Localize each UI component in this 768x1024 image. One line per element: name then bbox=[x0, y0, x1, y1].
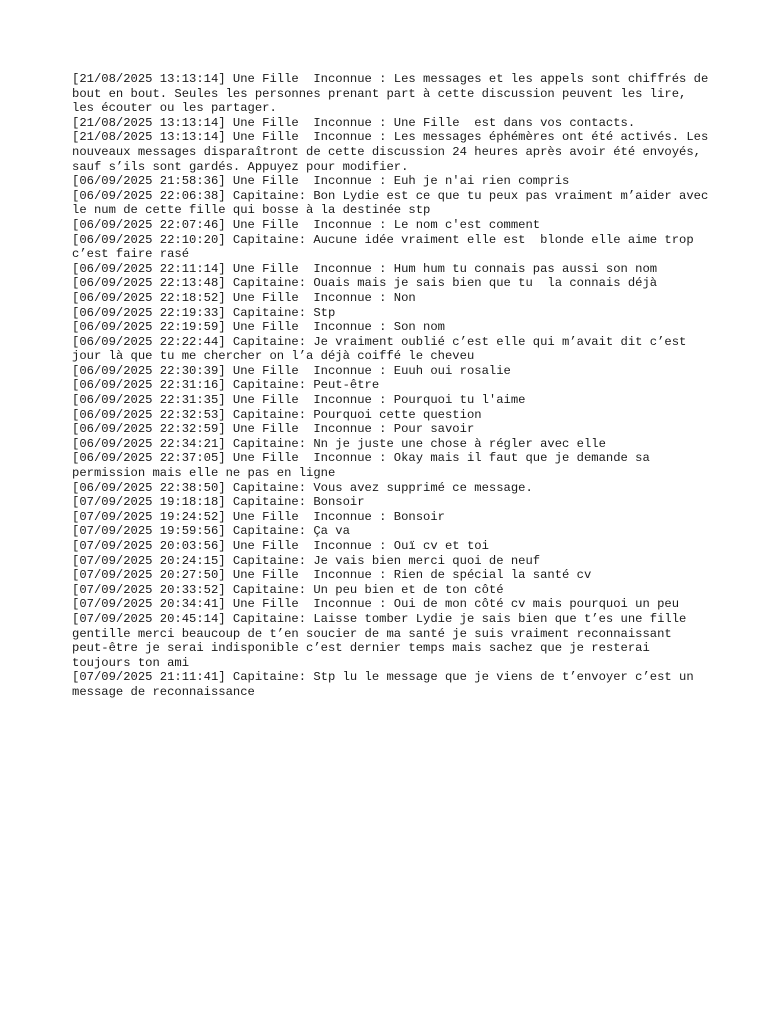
log-line: [06/09/2025 22:34:21] Capitaine: Nn je juste une chose à régler avec elle bbox=[72, 436, 606, 451]
log-line: [06/09/2025 22:32:53] Capitaine: Pourquoi cette question bbox=[72, 407, 482, 422]
chat-export-page bbox=[72, 72, 716, 700]
log-line: [06/09/2025 22:13:48] Capitaine: Ouais mais je sais bien que tu la connais déjà bbox=[72, 276, 658, 291]
log-line: [06/09/2025 22:11:14] Une Fille Inconnue : Hum hum tu connais pas aussi son nom bbox=[72, 261, 658, 276]
log-line: [07/09/2025 20:33:52] Capitaine: Un peu bien et de ton côté bbox=[72, 582, 504, 597]
log-line: [06/09/2025 22:19:59] Une Fille Inconnue : Son nom bbox=[72, 320, 445, 335]
log-line: [06/09/2025 22:07:46] Une Fille Inconnue : Le nom c'est comment bbox=[72, 217, 541, 232]
log-line: [06/09/2025 22:19:33] Capitaine: Stp bbox=[72, 305, 336, 320]
log-line: [06/09/2025 22:38:50] Capitaine: Vous avez supprimé ce message. bbox=[72, 480, 533, 495]
log-line: [07/09/2025 19:24:52] Une Fille Inconnue : Bonsoir bbox=[72, 509, 445, 524]
log-line: [06/09/2025 22:18:52] Une Fille Inconnue : Non bbox=[72, 290, 416, 305]
log-line: [07/09/2025 19:18:18] Capitaine: Bonsoir bbox=[72, 495, 365, 510]
log-line: [06/09/2025 22:37:05] Une Fille Inconnue : Okay mais il faut que je demande sa permission mais elle ne pas en ligne bbox=[72, 451, 658, 481]
log-line: [07/09/2025 19:59:56] Capitaine: Ça va bbox=[72, 524, 350, 539]
log-line: [21/08/2025 13:13:14] Une Fille Inconnue : Les messages et les appels sont chiffrés de bout en bout. Seules les personnes prenant part à cette discussion peuvent les lire, les écouter ou les partager. bbox=[72, 72, 716, 116]
log-line: [07/09/2025 20:27:50] Une Fille Inconnue : Rien de spécial la santé cv bbox=[72, 568, 592, 583]
log-line: [07/09/2025 20:45:14] Capitaine: Laisse tomber Lydie je sais bien que t’es une fille gentille merci beaucoup de t’en soucier de ma santé je suis vraiment reconnaissant peut-être je serai indisponible c’est dernier temps mais sachez que je resterai toujours ton ami bbox=[72, 611, 694, 670]
log-line: [06/09/2025 22:10:20] Capitaine: Aucune idée vraiment elle est blonde elle aime trop c’est faire rasé bbox=[72, 232, 701, 262]
log-line: [21/08/2025 13:13:14] Une Fille Inconnue : Une Fille est dans vos contacts. bbox=[72, 115, 636, 130]
log-line: [06/09/2025 22:32:59] Une Fille Inconnue : Pour savoir bbox=[72, 422, 475, 437]
log-line: [07/09/2025 20:34:41] Une Fille Inconnue : Oui de mon côté cv mais pourquoi un peu bbox=[72, 597, 680, 612]
log-line: [06/09/2025 22:31:35] Une Fille Inconnue : Pourquoi tu l'aime bbox=[72, 393, 526, 408]
log-line: [06/09/2025 21:58:36] Une Fille Inconnue : Euh je n'ai rien compris bbox=[72, 174, 570, 189]
log-line: [06/09/2025 22:31:16] Capitaine: Peut-être bbox=[72, 378, 380, 393]
log-line: [07/09/2025 20:03:56] Une Fille Inconnue : Ouï cv et toi bbox=[72, 539, 489, 553]
log-line: [07/09/2025 21:11:41] Capitaine: Stp lu le message que je viens de t’envoyer c’est un message de reconnaissance bbox=[72, 670, 701, 699]
log-line: [07/09/2025 20:24:15] Capitaine: Je vais bien merci quoi de neuf bbox=[72, 553, 541, 568]
log-line: [06/09/2025 22:22:44] Capitaine: Je vraiment oublié c’est elle qui m’avait dit c’est jour là que tu me chercher on l’a déjà coiffé le cheveu bbox=[72, 334, 694, 364]
log-line: [21/08/2025 13:13:14] Une Fille Inconnue : Les messages éphémères ont été activés. Les nouveaux messages disparaîtront de cette discussion 24 heures après avoir été envoyés, sauf s’ils sont gardés. Appuyez pour modifier. bbox=[72, 130, 716, 174]
log-line: [06/09/2025 22:06:38] Capitaine: Bon Lydie est ce que tu peux pas vraiment m’aider avec le num de cette fille qui bosse à la destinée stp bbox=[72, 188, 716, 218]
log-line: [06/09/2025 22:30:39] Une Fille Inconnue : Euuh oui rosalie bbox=[72, 363, 511, 378]
